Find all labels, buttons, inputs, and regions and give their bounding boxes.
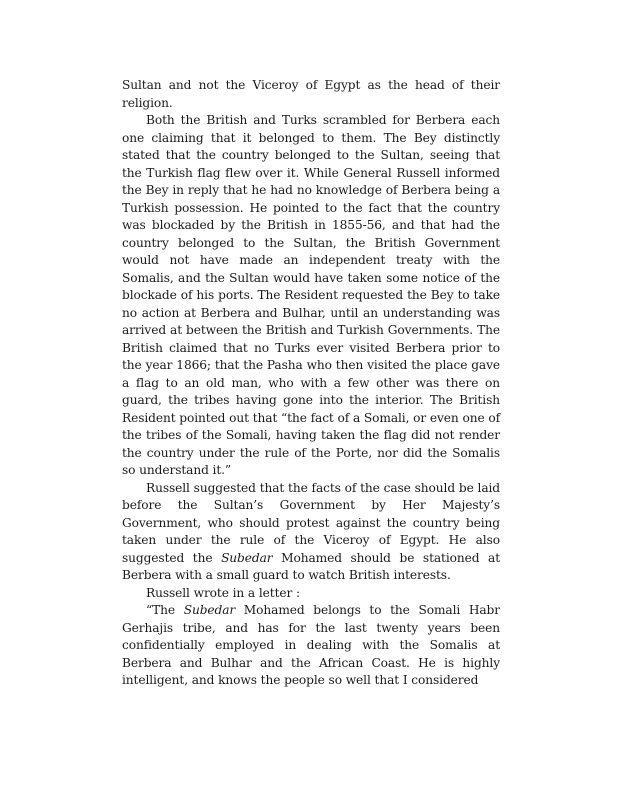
italic-term: Subedar [221,550,273,565]
paragraph-text: Mohamed should be stationed at Berbera with a small guard to watch British interests. [122,550,500,582]
paragraph-text: Sultan and not the Viceroy of Egypt as the head of their religion. [122,78,500,110]
paragraph [122,112,500,480]
paragraph [122,585,500,603]
paragraph [122,77,500,112]
body-text [122,77,500,690]
paragraph-text: Mohamed belongs to the Somali Habr Gerhajis tribe, and has for the last twenty years been confidentially employed in dealing with the Somalis at Berbera and Bulhar and the African Coast. He is highly intelligent, and knows the people so well that I considered [122,603,500,687]
paragraph-text: Russell wrote in a letter : [146,585,300,600]
paragraph-text: Both the British and Turks scrambled for Berbera each one claiming that it belonged to them. The Bey distinctly stated that the country belonged to the Sultan, seeing that the Turkish flag flew over it. While General Russell informed the Bey in reply that he had no knowledge of Berbera being a Turkish possession. He pointed to the fact that the country was blockaded by the British in 1855-56, and that had the country belonged to the Sultan, the British Government would not have made an independent treaty with the Somalis, and the Sultan would have taken some notice of the blockade of his ports. The Resident requested the Bey to take no action at Berbera and Bulhar, until an understanding was arrived at between the British and Turkish Governments. The British claimed that no Turks ever visited Berbera prior to the year 1866; that the Pasha who then visited the place gave a flag to an old man, who with a few other was there on guard, the tribes having gone into the interior. The British Resident pointed out that “the fact of a Somali, or even one of the tribes of the Somali, having taken the flag did not render the country under the rule of the Porte, nor did the Somalis so understand it.” [122,113,500,477]
paragraph-text: “The [146,603,184,617]
paragraph [122,480,500,585]
paragraph [122,602,500,690]
italic-term: Subedar [183,603,236,617]
paragraph-text: Russell suggested that the facts of the case should be laid before the Sultan’s Government by Her Majesty’s Government, who should protest against the country being taken under the rule of the Viceroy of Egypt. He also suggested the [122,480,500,565]
